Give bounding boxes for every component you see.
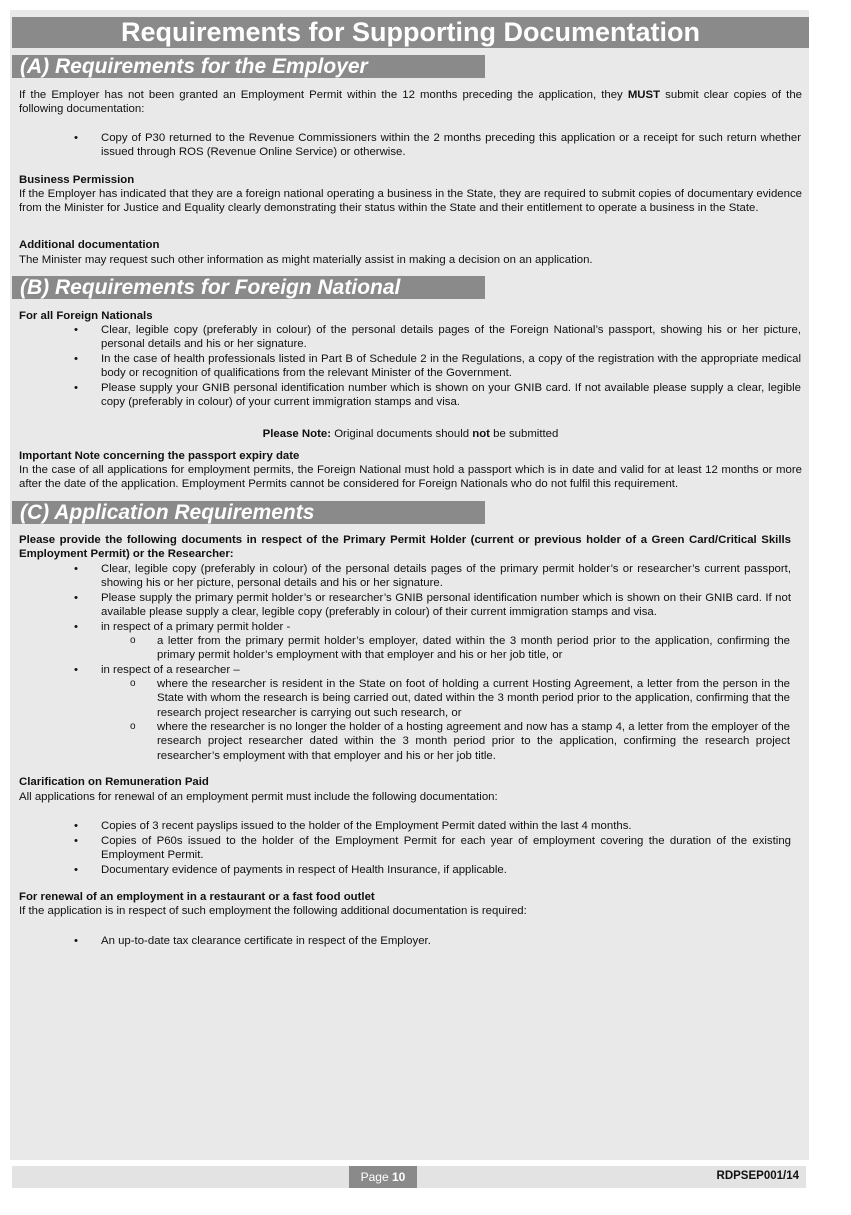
section-c-bullet-passport: • Clear, legible copy (preferably in colour) of the personal details pages of the primary permit holder’s or researcher’s current passport, showing his or her picture, personal details and his or her signature. — [101, 562, 791, 591]
passport-expiry-heading: Important Note concerning the passport expiry date — [19, 450, 300, 462]
remuneration-bullet-p60: • Copies of P60s issued to the holder of the Employment Permit for each year of employment covering the duration of the existing Employment Permit. — [101, 834, 791, 863]
restaurant-heading: For renewal of an employment in a restaurant or a fast food outlet — [19, 891, 375, 903]
section-a-heading: (A) Requirements for the Employer — [12, 55, 485, 78]
document-code: RDPSEP001/14 — [716, 1170, 799, 1182]
remuneration-bullet-payslips: • Copies of 3 recent payslips issued to the holder of the Employment Permit dated within the last 4 months. — [101, 819, 791, 833]
page-title: Requirements for Supporting Documentation — [12, 17, 809, 48]
page-number — [349, 1166, 417, 1188]
section-c-intro: Please provide the following documents in respect of the Primary Permit Holder (current or previous holder of a Green Card/Critical Skills Employment Permit) or the Researcher: — [19, 534, 791, 561]
please-note-text: Original documents should — [331, 428, 473, 440]
remuneration-bullet-insurance: • Documentary evidence of payments in respect of Health Insurance, if applicable. — [101, 863, 791, 877]
section-c-bullet-gnib: • Please supply the primary permit holder’s or researcher’s GNIB personal identification number which is shown on their GNIB card. If not available please supply a clear, legible copy (preferably in colour) of their current immigration stamps and visa. — [101, 591, 791, 620]
please-note — [19, 427, 802, 441]
passport-expiry-text: In the case of all applications for employment permits, the Foreign National must hold a passport which is in date and valid for at least 12 months or more after the date of the application. Employment Permits cannot be considered for Foreign Nationals who do not fulfil this requirement. — [19, 464, 802, 491]
intro-text: If the Employer has not been granted an Employment Permit within the 12 months preceding the application, they — [19, 89, 628, 101]
researcher-hosting-letter: o where the researcher is resident in the State on foot of holding a current Hosting Agreement, a letter from the person in the State with whom the research is being carried out, dated within the 3 month period prior to the application, confirming that the research project researcher is carrying out such research, or — [157, 677, 790, 720]
additional-documentation-text: The Minister may request such other information as might materially assist in making a decision on an application. — [19, 254, 593, 266]
section-b-heading: (B) Requirements for Foreign National — [12, 276, 485, 299]
section-c-bullet-researcher: • in respect of a researcher – — [101, 663, 791, 677]
section-a-intro — [19, 88, 802, 117]
page-number-value: 10 — [392, 1170, 406, 1184]
restaurant-bullet-tax-clearance: • An up-to-date tax clearance certificate in respect of the Employer. — [101, 934, 791, 948]
section-b-bullet-health: • In the case of health professionals listed in Part B of Schedule 2 in the Regulations, a copy of the registration with the appropriate medical body or recognition of qualifications from the relevant Minister of the Government. — [101, 352, 801, 381]
business-permission-heading: Business Permission — [19, 174, 135, 186]
not-emphasis: not — [472, 428, 490, 440]
must-emphasis: MUST — [627, 89, 661, 101]
section-b-bullet-gnib: • Please supply your GNIB personal identification number which is shown on your GNIB card. If not available please supply a clear, legible copy (preferably in colour) of your current immigration stamps and visa. — [101, 381, 801, 410]
section-a-bullet-p30: • Copy of P30 returned to the Revenue Commissioners within the 2 months preceding this application or a receipt for such return whether issued through ROS (Revenue Online Service) or otherwise. — [101, 131, 801, 160]
additional-documentation-heading: Additional documentation — [19, 239, 160, 251]
page-label: Page — [360, 1170, 389, 1184]
section-b-bullet-passport: • Clear, legible copy (preferably in colour) of the personal details pages of the Foreign National’s passport, showing his or her picture, personal details and his or her signature. — [101, 323, 801, 352]
primary-holder-letter: o a letter from the primary permit holder’s employer, dated within the 3 month period prior to the application, confirming the primary permit holder’s employment with that employer and his or her job title, or — [157, 634, 790, 663]
business-permission-text: If the Employer has indicated that they are a foreign national operating a business in the State, they are required to submit copies of documentary evidence from the Minister for Justice and Equality clearly demonstrating their status within the State and their entitlement to operate a business in the State. — [19, 188, 802, 215]
section-c-bullet-primary: • in respect of a primary permit holder - — [101, 620, 791, 634]
please-note-label: Please Note: — [262, 428, 332, 440]
restaurant-text: If the application is in respect of such employment the following additional documentation is required: — [19, 905, 527, 917]
intro-text-end: submit clear copies of the following documentation: — [19, 89, 803, 116]
researcher-stamp4-letter: o where the researcher is no longer the holder of a hosting agreement and now has a stamp 4, a letter from the employer of the research project researcher dated within the 3 month period prior to the application, confirming the research project researcher’s employment with that employer and his or her job title. — [157, 720, 790, 763]
section-c-heading: (C) Application Requirements — [12, 501, 485, 524]
remuneration-heading: Clarification on Remuneration Paid — [19, 776, 209, 788]
remuneration-text: All applications for renewal of an employment permit must include the following documentation: — [19, 791, 498, 803]
please-note-text-end: be submitted — [489, 428, 559, 440]
foreign-nationals-subheading: For all Foreign Nationals — [19, 310, 153, 322]
